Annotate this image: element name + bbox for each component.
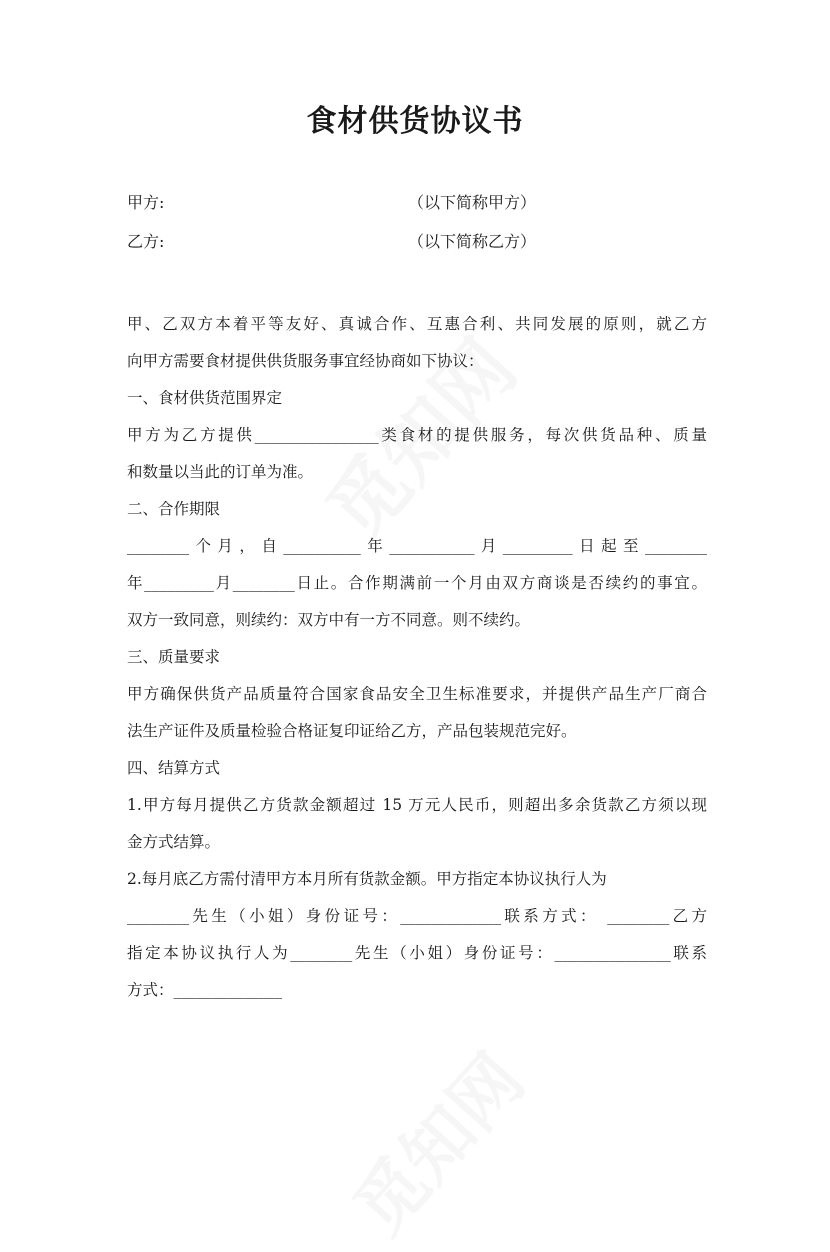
paragraph-line: 甲、乙双方本着平等友好、真诚合作、互惠合利、共同发展的原则，就乙方 [127,315,707,333]
party-a-label: 甲方: [127,193,165,212]
party-b-note: （以下简称乙方） [408,232,537,251]
document-title: 食材供货协议书 [306,104,524,139]
paragraph-line: ________个月，自__________年___________月_________日起至________ [127,537,707,555]
paragraph-line: ________先生（小姐）身份证号：_____________联系方式： ________乙方 [127,907,707,925]
paragraph-line: 甲方为乙方提供________________类食材的提供服务，每次供货品种、质量 [127,426,707,444]
paragraph-line: 向甲方需要食材提供供货服务事宜经协商如下协议： [127,352,484,370]
paragraph-line: 指定本协议执行人为________先生（小姐）身份证号：_______________联系 [127,944,707,962]
paragraph-line: 1.甲方每月提供乙方货款金额超过 15 万元人民币，则超出多余货款乙方须以现 [127,796,707,814]
party-a-note: （以下简称甲方） [408,193,537,212]
paragraph-line: 双方一致同意，则续约：双方中有一方不同意。则不续约。 [127,611,531,629]
paragraph-line: 甲方确保供货产品质量符合国家食品安全卫生标准要求，并提供产品生产厂商合 [127,685,707,703]
paragraph-line: 法生产证件及质量检验合格证复印证给乙方，产品包装规范完好。 [127,722,577,740]
paragraph-line: 2.每月底乙方需付清甲方本月所有货款金额。甲方指定本协议执行人为 [127,870,607,888]
paragraph-line: 和数量以当此的订单为准。 [127,463,314,481]
paragraph-line: 年_________月________日止。合作期满前一个月由双方商谈是否续约的事宜。 [127,574,707,592]
section-heading: 三、质量要求 [127,648,221,666]
party-b-label: 乙方: [127,232,165,251]
section-heading: 四、结算方式 [127,759,221,777]
paragraph-line: 方式：______________ [127,981,283,999]
paragraph-line: 金方式结算。 [127,833,221,851]
section-heading: 一、食材供货范围界定 [127,389,283,407]
watermark [327,1029,543,1252]
section-heading: 二、合作期限 [127,500,221,518]
agreement-body [127,306,707,1009]
